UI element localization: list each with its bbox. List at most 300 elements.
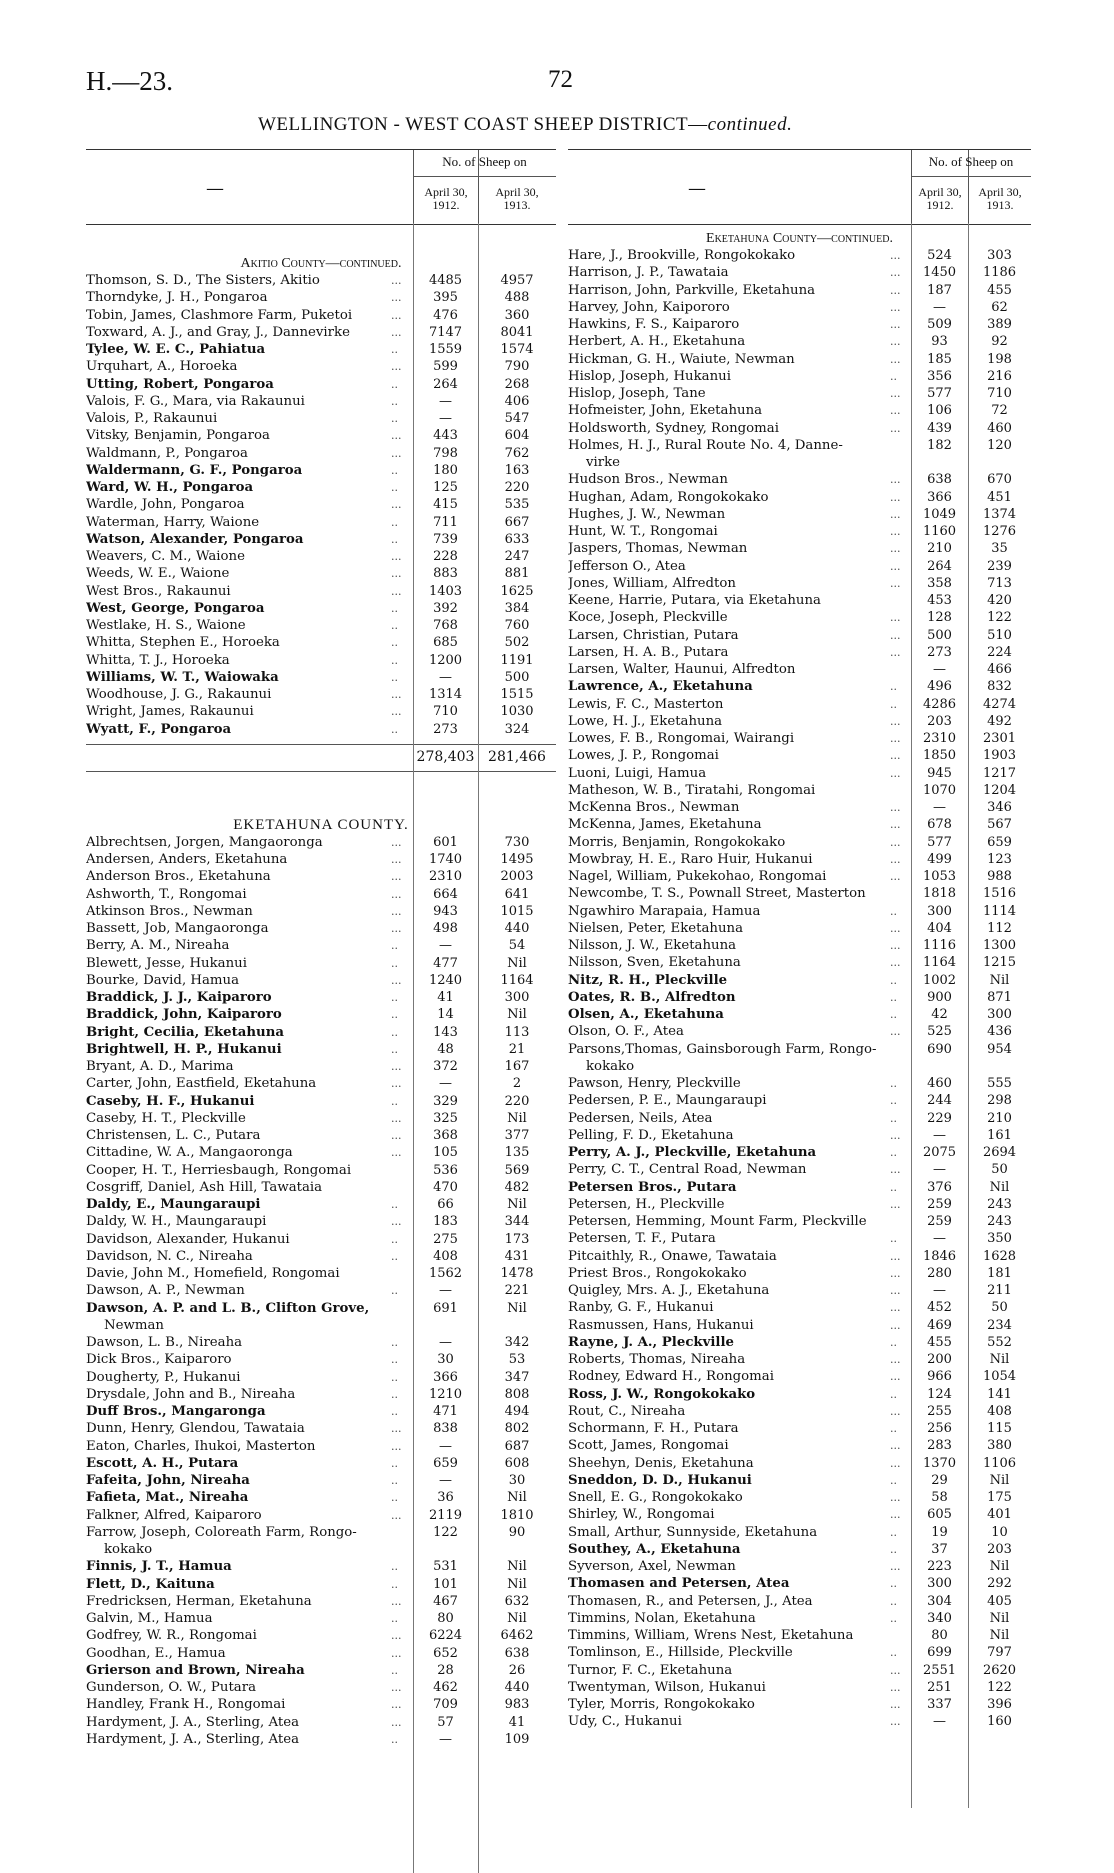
holder-name: Koce, Joseph, Pleckville bbox=[568, 610, 728, 626]
sheep-1912: 945 bbox=[927, 765, 952, 781]
leader-dots: ... bbox=[391, 567, 402, 581]
sheep-1913: 389 bbox=[987, 317, 1012, 332]
leader-dots: .. bbox=[890, 1594, 897, 1608]
sheep-1913: 4274 bbox=[982, 696, 1017, 712]
table-row bbox=[568, 661, 1031, 678]
header-dash: — bbox=[688, 178, 706, 199]
sheep-1912: 711 bbox=[433, 514, 458, 530]
holder-name: Urquhart, A., Horoeka bbox=[86, 359, 238, 375]
sheep-1913: 406 bbox=[504, 393, 530, 409]
sheep-1912: 943 bbox=[433, 903, 458, 919]
sheep-1913: 122 bbox=[987, 610, 1012, 626]
sheep-1912: 404 bbox=[927, 920, 952, 936]
table-row bbox=[568, 920, 1031, 937]
sheep-1912: 36 bbox=[437, 1490, 454, 1506]
holder-name: Newcombe, T. S., Pownall Street, Masterton bbox=[568, 886, 866, 902]
leader-dots: ... bbox=[890, 559, 901, 573]
holder-name: Nilsson, Sven, Eketahuna bbox=[568, 955, 741, 971]
table-row bbox=[568, 627, 1031, 644]
holder-name: Schormann, F. H., Putara bbox=[568, 1421, 739, 1436]
holder-name: Watson, Alexander, Pongaroa bbox=[86, 531, 304, 547]
sheep-1913: 203 bbox=[987, 1541, 1012, 1557]
holder-name: Waldermann, G. F., Pongaroa bbox=[86, 462, 303, 478]
holder-name: Daldy, E., Maungaraupi bbox=[86, 1197, 261, 1212]
table-row bbox=[86, 1472, 556, 1489]
holder-name: Petersen, Hemming, Mount Farm, Pleckville bbox=[568, 1214, 867, 1229]
holder-name: Harrison, J. P., Tawataia bbox=[568, 265, 729, 281]
sheep-1913: 221 bbox=[504, 1283, 530, 1299]
sheep-1913: 1114 bbox=[982, 903, 1017, 919]
section-title-akitio: Akitio County—continued. bbox=[240, 256, 402, 271]
table-row bbox=[568, 782, 1031, 799]
sheep-1913: 881 bbox=[504, 566, 530, 582]
holder-name: Dick Bros., Kaiparoro bbox=[86, 1352, 232, 1368]
right-column-table bbox=[568, 149, 1031, 1731]
sheep-1913: 30 bbox=[508, 1473, 526, 1488]
table-row bbox=[86, 617, 556, 634]
leader-dots: ... bbox=[890, 283, 901, 297]
sheep-1912: 340 bbox=[927, 1610, 952, 1626]
table-row bbox=[568, 1472, 1031, 1489]
sheep-1912: — bbox=[439, 938, 452, 954]
sheep-1912: 128 bbox=[927, 610, 952, 626]
holder-name: Jefferson O., Atea bbox=[568, 558, 686, 574]
table-row bbox=[86, 1455, 556, 1472]
table-row bbox=[568, 799, 1031, 816]
sheep-1912: 1846 bbox=[922, 1248, 957, 1264]
table-row bbox=[568, 1075, 1031, 1092]
sheep-1913: Nil bbox=[989, 1352, 1010, 1367]
leader-dots: ... bbox=[391, 922, 402, 935]
leader-dots: ... bbox=[890, 645, 901, 659]
holder-name: Holdsworth, Sydney, Rongomai bbox=[568, 420, 779, 436]
table-row bbox=[568, 954, 1031, 971]
table-row bbox=[86, 324, 556, 341]
holder-name: Jones, William, Alfredton bbox=[568, 575, 736, 591]
sheep-1912: 1049 bbox=[922, 506, 957, 522]
table-row bbox=[86, 1645, 556, 1662]
holder-name: Anderson Bros., Eketahuna bbox=[86, 869, 271, 885]
holder-name: Dawson, A. P., Newman bbox=[86, 1283, 245, 1299]
sheep-1913: 500 bbox=[504, 669, 530, 685]
table-row bbox=[568, 1127, 1031, 1144]
holder-name: Lewis, F. C., Masterton bbox=[568, 696, 724, 712]
holder-name: Pelling, F. D., Eketahuna bbox=[568, 1127, 734, 1143]
leader-dots: .. bbox=[890, 1111, 897, 1125]
table-row bbox=[568, 972, 1031, 989]
sheep-1912: 124 bbox=[927, 1386, 952, 1402]
sheep-1913: 431 bbox=[504, 1248, 530, 1264]
sheep-1912: 531 bbox=[433, 1559, 458, 1575]
sheep-1913: 547 bbox=[504, 411, 530, 426]
holder-name: Carter, John, Eastfield, Eketahuna bbox=[86, 1076, 317, 1092]
sheep-1913: Nil bbox=[507, 1197, 527, 1212]
holder-name: Wardle, John, Pongaroa bbox=[86, 497, 245, 513]
sheep-1912: 7147 bbox=[428, 324, 463, 340]
sheep-1912: 408 bbox=[433, 1248, 458, 1264]
table-row bbox=[86, 1662, 556, 1679]
holder-name: Hughan, Adam, Rongokokako bbox=[568, 489, 769, 505]
leader-dots: .. bbox=[890, 990, 897, 1004]
sheep-1913: 380 bbox=[987, 1438, 1012, 1454]
sheep-1913: 604 bbox=[504, 428, 530, 444]
table-row bbox=[86, 703, 556, 720]
table-row bbox=[86, 272, 556, 289]
holder-name: Farrow, Joseph, Coloreath Farm, Rongo- bbox=[86, 1524, 357, 1540]
table-row bbox=[86, 1489, 556, 1506]
sheep-1912: 500 bbox=[927, 627, 952, 643]
sheep-1912: 41 bbox=[437, 990, 454, 1005]
holder-name: Braddick, John, Kaiparoro bbox=[86, 1007, 282, 1023]
leader-dots: ... bbox=[890, 249, 901, 262]
header-col-1912: April 30, 1912. bbox=[918, 185, 962, 212]
header-dash: — bbox=[206, 178, 224, 199]
sheep-1913: Nil bbox=[989, 1559, 1010, 1574]
sheep-1913: 638 bbox=[504, 1645, 530, 1661]
table-row bbox=[86, 445, 556, 462]
leader-dots: ... bbox=[391, 870, 402, 884]
sheep-1913: 1276 bbox=[982, 524, 1017, 539]
sheep-1912: 1450 bbox=[922, 265, 957, 281]
section-title-eketahuna: EKETAHUNA COUNTY. bbox=[233, 816, 409, 833]
holder-name: Westlake, H. S., Waione bbox=[86, 618, 246, 633]
table-row bbox=[568, 1455, 1031, 1472]
sheep-1913: 1300 bbox=[982, 938, 1017, 953]
leader-dots: ... bbox=[890, 490, 901, 504]
sheep-1913: 160 bbox=[987, 1714, 1012, 1730]
holder-name: Cosgriff, Daniel, Ash Hill, Tawataia bbox=[86, 1179, 323, 1195]
sheep-1912: 471 bbox=[433, 1404, 458, 1419]
leader-dots: ... bbox=[391, 1681, 402, 1694]
leader-dots: .. bbox=[391, 1336, 398, 1349]
sheep-1913: 135 bbox=[504, 1145, 530, 1161]
sheep-1912: — bbox=[439, 1438, 452, 1454]
table-row bbox=[86, 721, 556, 738]
leader-dots: ... bbox=[890, 1456, 901, 1470]
holder-name: Snell, E. G., Rongokokako bbox=[568, 1490, 743, 1505]
leader-dots: ... bbox=[391, 973, 402, 987]
holder-name: Caseby, H. F., Hukanui bbox=[86, 1093, 255, 1109]
table-row bbox=[86, 307, 556, 324]
leader-dots: .. bbox=[391, 956, 398, 970]
sheep-1912: 443 bbox=[433, 428, 458, 444]
holder-name: Albrechtsen, Jorgen, Mangaoronga bbox=[86, 834, 323, 850]
sheep-1912: 223 bbox=[927, 1559, 952, 1574]
leader-dots: ... bbox=[391, 688, 402, 701]
sheep-1913: 552 bbox=[987, 1334, 1012, 1350]
holder-name: Harvey, John, Kaipororo bbox=[568, 299, 730, 315]
holder-name: Timmins, William, Wrens Nest, Eketahuna bbox=[568, 1628, 854, 1643]
holder-name: Wyatt, F., Pongaroa bbox=[86, 721, 232, 737]
holder-name: Dawson, A. P. and L. B., Clifton Grove, bbox=[86, 1300, 370, 1316]
holder-name: Rout, C., Nireaha bbox=[568, 1403, 686, 1419]
sheep-1913: 210 bbox=[987, 1110, 1012, 1126]
leader-dots: ... bbox=[890, 628, 901, 642]
sheep-1912: 30 bbox=[437, 1352, 454, 1368]
holder-name: Hislop, Joseph, Tane bbox=[568, 386, 706, 401]
sheep-1913: 1374 bbox=[982, 506, 1017, 522]
table-row bbox=[568, 506, 1031, 523]
holder-name: Duff Bros., Mangaronga bbox=[86, 1404, 266, 1419]
leader-dots: .. bbox=[391, 1284, 398, 1298]
leader-dots: .. bbox=[391, 1405, 398, 1418]
holder-name: Nitz, R. H., Pleckville bbox=[568, 972, 728, 988]
sheep-1912: 185 bbox=[927, 351, 952, 367]
leader-dots: .. bbox=[890, 1387, 897, 1401]
table-row bbox=[568, 333, 1031, 350]
sheep-1913: 641 bbox=[504, 886, 530, 902]
sheep-1912: 1002 bbox=[922, 972, 957, 988]
holder-name: Nielsen, Peter, Eketahuna bbox=[568, 920, 744, 936]
sheep-1912: — bbox=[439, 411, 452, 426]
sheep-1913: 384 bbox=[504, 600, 530, 616]
holder-name: Matheson, W. B., Tiratahi, Rongomai bbox=[568, 782, 816, 798]
sheep-1912: — bbox=[933, 1231, 946, 1247]
sheep-1913: 350 bbox=[987, 1231, 1012, 1247]
sheep-1912: 739 bbox=[433, 531, 458, 547]
sheep-1913: Nil bbox=[507, 1490, 527, 1506]
sheep-1913: 2301 bbox=[982, 731, 1017, 746]
leader-dots: ... bbox=[391, 1508, 402, 1522]
leader-dots: ... bbox=[391, 1698, 402, 1712]
sheep-1913: Nil bbox=[507, 1559, 527, 1575]
sheep-1912: 452 bbox=[927, 1300, 952, 1316]
sheep-1912: — bbox=[933, 800, 946, 815]
table-row bbox=[86, 600, 556, 617]
sheep-1913: 1478 bbox=[500, 1266, 534, 1281]
sheep-1913: 760 bbox=[504, 618, 530, 633]
table-row bbox=[568, 765, 1031, 782]
holder-name: Scott, James, Rongomai bbox=[568, 1438, 729, 1454]
sheep-1913: 436 bbox=[987, 1024, 1012, 1040]
sheep-1913: 440 bbox=[504, 1680, 530, 1695]
sheep-1912: 469 bbox=[927, 1317, 952, 1333]
table-row bbox=[568, 1679, 1031, 1696]
sheep-1913: 21 bbox=[508, 1041, 526, 1057]
sheep-1913: 1204 bbox=[982, 782, 1017, 798]
sheep-1913: 396 bbox=[987, 1697, 1012, 1712]
table-row bbox=[86, 1679, 556, 1696]
table-row bbox=[86, 868, 556, 885]
sheep-1913: 2 bbox=[512, 1076, 522, 1092]
sheep-1912: 1818 bbox=[922, 886, 957, 902]
sheep-1912: — bbox=[439, 669, 452, 685]
table-row bbox=[568, 264, 1031, 281]
table-row bbox=[86, 479, 556, 496]
sheep-1913: 72 bbox=[991, 403, 1008, 419]
holder-name: Lowe, H. J., Eketahuna bbox=[568, 713, 723, 729]
leader-dots: ... bbox=[890, 939, 901, 952]
sheep-1912: 376 bbox=[927, 1179, 952, 1195]
table-row bbox=[568, 402, 1031, 419]
table-row bbox=[86, 1093, 556, 1110]
sheep-1912: — bbox=[933, 1162, 946, 1178]
table-row bbox=[568, 989, 1031, 1006]
sheep-1912: 264 bbox=[927, 558, 952, 574]
sheep-1912: 203 bbox=[927, 713, 952, 729]
sheep-1913: 1186 bbox=[982, 265, 1017, 281]
table-row bbox=[86, 1231, 556, 1248]
sheep-1912: 14 bbox=[437, 1007, 454, 1023]
sheep-1913: 492 bbox=[987, 713, 1012, 729]
sheep-1913: 466 bbox=[987, 662, 1012, 677]
sheep-1912: 180 bbox=[433, 462, 458, 478]
table-row bbox=[568, 1644, 1031, 1661]
table-row bbox=[86, 1006, 556, 1023]
holder-name: Lawrence, A., Eketahuna bbox=[568, 679, 753, 695]
leader-dots: ... bbox=[890, 732, 901, 745]
sheep-1912: 605 bbox=[927, 1507, 952, 1523]
leader-dots: .. bbox=[391, 1025, 398, 1039]
sheep-1912: 275 bbox=[433, 1231, 458, 1247]
sheep-1912: 66 bbox=[437, 1197, 454, 1212]
sheep-1912: 838 bbox=[433, 1421, 458, 1437]
sheep-1912: 80 bbox=[931, 1628, 948, 1643]
table-row bbox=[568, 420, 1031, 437]
table-row bbox=[86, 1627, 556, 1644]
table-row bbox=[568, 1179, 1031, 1196]
holder-name: Waterman, Harry, Waione bbox=[86, 514, 260, 530]
sheep-1913: 298 bbox=[987, 1093, 1012, 1109]
sheep-1912: 28 bbox=[437, 1662, 454, 1678]
sheep-1912: 699 bbox=[927, 1645, 952, 1661]
sheep-1913: 569 bbox=[504, 1162, 530, 1178]
sheep-1912: 259 bbox=[927, 1214, 952, 1229]
sheep-1913: Nil bbox=[507, 1611, 527, 1626]
table-row bbox=[568, 713, 1031, 730]
leader-dots: .. bbox=[391, 377, 398, 391]
holder-name: Keene, Harrie, Putara, via Eketahuna bbox=[568, 593, 821, 608]
sheep-1912: 356 bbox=[927, 368, 952, 384]
leader-dots: ... bbox=[391, 1077, 402, 1091]
sheep-1913: 324 bbox=[504, 721, 530, 737]
holder-name: Udy, C., Hukanui bbox=[568, 1714, 682, 1730]
holder-name: Parsons,Thomas, Gainsborough Farm, Rongo- bbox=[568, 1041, 877, 1057]
sheep-1912: 1314 bbox=[428, 687, 463, 702]
sheep-1912: 122 bbox=[433, 1524, 458, 1540]
leader-dots: .. bbox=[391, 722, 398, 736]
leader-dots: ... bbox=[391, 1060, 402, 1073]
sheep-1912: 498 bbox=[433, 921, 458, 936]
holder-name-continuation: kokako bbox=[586, 1058, 635, 1074]
holder-name: Valois, P., Rakaunui bbox=[86, 411, 218, 426]
holder-name: Fafeita, John, Nireaha bbox=[86, 1473, 250, 1488]
leader-dots: ... bbox=[890, 766, 901, 780]
table-row bbox=[568, 299, 1031, 316]
holder-name: Atkinson Bros., Newman bbox=[86, 903, 253, 919]
sheep-1912: 304 bbox=[927, 1593, 952, 1609]
holder-name: Oates, R. B., Alfredton bbox=[568, 989, 736, 1005]
table-row bbox=[568, 678, 1031, 695]
leader-dots: ... bbox=[890, 1560, 901, 1573]
sheep-1912: 105 bbox=[433, 1145, 458, 1161]
table-row bbox=[86, 531, 556, 548]
table-row bbox=[568, 1334, 1031, 1351]
sheep-1913: 50 bbox=[991, 1162, 1008, 1178]
holder-name-continuation: kokako bbox=[104, 1542, 153, 1557]
sheep-1913: 167 bbox=[504, 1059, 530, 1074]
holder-name: Luoni, Luigi, Hamua bbox=[568, 765, 707, 781]
holder-name: Davie, John M., Homefield, Rongomai bbox=[86, 1266, 340, 1281]
total-1913: 281,466 bbox=[488, 748, 546, 765]
holder-name: Woodhouse, J. G., Rakaunui bbox=[86, 687, 272, 702]
table-row bbox=[86, 1696, 556, 1713]
table-row bbox=[568, 851, 1031, 868]
leader-dots: .. bbox=[391, 1491, 398, 1505]
holder-name: Jaspers, Thomas, Newman bbox=[568, 541, 748, 557]
table-row bbox=[568, 1144, 1031, 1161]
holder-name: Gunderson, O. W., Putara bbox=[86, 1680, 256, 1695]
sheep-1913: 300 bbox=[987, 1007, 1012, 1022]
leader-dots: .. bbox=[391, 619, 398, 632]
table-row bbox=[568, 1541, 1031, 1558]
sheep-1913: 687 bbox=[504, 1438, 530, 1454]
leader-dots: ... bbox=[890, 1197, 901, 1211]
leader-dots: ... bbox=[890, 1663, 901, 1677]
leader-dots: ... bbox=[890, 1404, 901, 1418]
table-row bbox=[568, 540, 1031, 557]
sheep-1913: 122 bbox=[987, 1679, 1012, 1695]
holder-name: Rodney, Edward H., Rongomai bbox=[568, 1369, 774, 1385]
sheep-1913: 1495 bbox=[500, 852, 534, 867]
table-row bbox=[568, 1299, 1031, 1316]
sheep-1913: 2003 bbox=[500, 869, 534, 885]
holder-name: Thomson, S. D., The Sisters, Akitio bbox=[86, 273, 320, 288]
sheep-1912: 439 bbox=[927, 420, 952, 436]
holder-name: Syverson, Axel, Newman bbox=[568, 1559, 736, 1574]
holder-name: Perry, C. T., Central Road, Newman bbox=[568, 1162, 807, 1178]
sheep-1912: 182 bbox=[927, 437, 952, 453]
leader-dots: ... bbox=[890, 852, 901, 866]
sheep-1912: 143 bbox=[433, 1024, 458, 1040]
table-row bbox=[86, 1714, 556, 1731]
leader-dots: .. bbox=[890, 1611, 897, 1625]
holder-name-continuation: Newman bbox=[104, 1317, 164, 1333]
holder-name: Grierson and Brown, Nireaha bbox=[86, 1662, 305, 1678]
sheep-1913: 181 bbox=[987, 1265, 1012, 1281]
table-row bbox=[86, 1265, 556, 1282]
sheep-1913: Nil bbox=[507, 1110, 527, 1126]
leader-dots: ... bbox=[890, 921, 901, 935]
leader-dots: .. bbox=[391, 991, 398, 1004]
table-row bbox=[568, 1368, 1031, 1385]
table-row bbox=[86, 376, 556, 393]
leader-dots: .. bbox=[391, 1008, 398, 1022]
table-row bbox=[568, 1196, 1031, 1213]
leader-dots: ... bbox=[391, 1646, 402, 1660]
holder-name: Whitta, Stephen E., Horoeka bbox=[86, 635, 280, 651]
sheep-1913: 292 bbox=[987, 1576, 1012, 1592]
table-row bbox=[568, 1696, 1031, 1713]
sheep-1913: 510 bbox=[987, 627, 1012, 643]
sheep-1913: 115 bbox=[987, 1421, 1012, 1436]
table-row bbox=[568, 1610, 1031, 1627]
leader-dots: ... bbox=[890, 335, 901, 349]
header-col-1912: April 30, 1912. bbox=[424, 185, 468, 212]
leader-dots: .. bbox=[890, 1577, 897, 1591]
leader-dots: ... bbox=[391, 308, 402, 322]
sheep-1912: 125 bbox=[433, 480, 458, 495]
table-row bbox=[568, 1265, 1031, 1282]
holder-name: Caseby, H. T., Pleckville bbox=[86, 1110, 246, 1126]
leader-dots: ... bbox=[391, 360, 402, 374]
sheep-1912: 1740 bbox=[428, 852, 463, 867]
holder-name: Lowes, J. P., Rongomai bbox=[568, 748, 719, 764]
sheep-1912: 329 bbox=[433, 1093, 458, 1109]
table-row bbox=[568, 1351, 1031, 1368]
sheep-1913: 408 bbox=[987, 1403, 1012, 1419]
sheep-1912: — bbox=[439, 1731, 452, 1747]
